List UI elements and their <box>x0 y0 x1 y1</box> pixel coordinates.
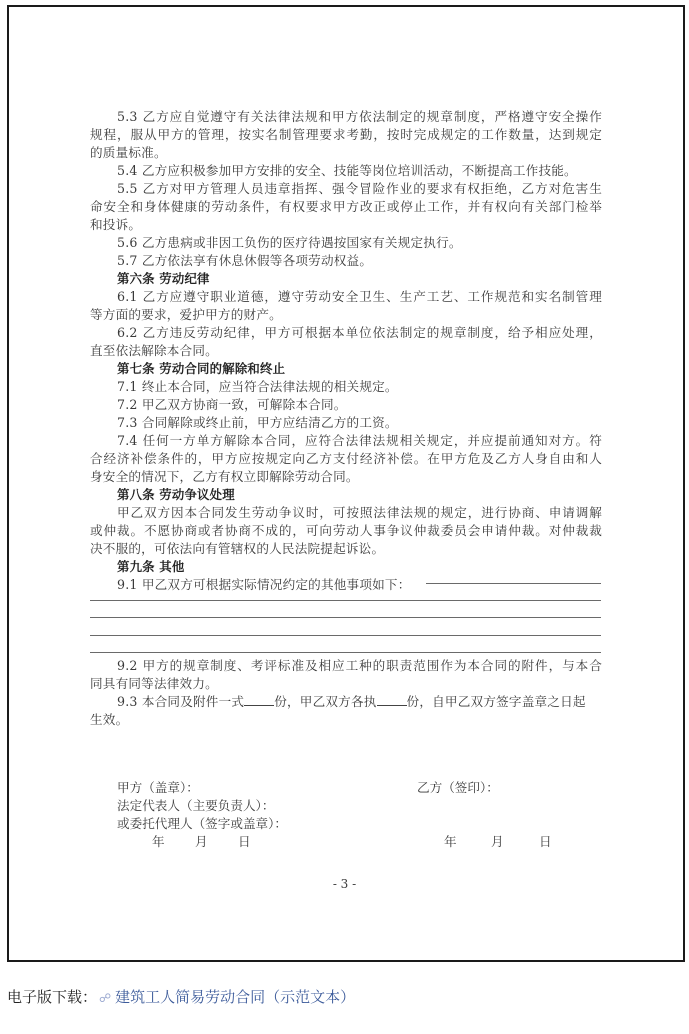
article-8-line-2: 或仲裁。不愿协商或者协商不成的，可向劳动人事争议仲裁委员会申请仲裁。对仲裁裁 <box>90 523 602 538</box>
article-9-heading: 第九条 其他 <box>117 559 185 574</box>
clause-5-7: 5.7 乙方依法享有休息休假等各项劳动权益。 <box>117 253 373 268</box>
article-7-heading: 第七条 劳动合同的解除和终止 <box>117 361 286 376</box>
clause-5-3-line-1: 5.3 乙方应自觉遵守有关法律法规和甲方依法制定的规章制度，严格遵守安全操作 <box>117 109 602 124</box>
clause-9-3-text-a: 9.3 本合同及附件一式 <box>117 694 245 709</box>
blank-line <box>90 635 601 636</box>
clause-6-1-line-2: 等方面的要求，爱护甲方的财产。 <box>90 307 282 322</box>
clause-7-2: 7.2 甲乙双方协商一致，可解除本合同。 <box>117 397 347 412</box>
clause-9-3-text-b: 份，甲乙双方各执 <box>274 694 377 709</box>
clause-6-1-line-1: 6.1 乙方应遵守职业道德，遵守劳动安全卫生、生产工艺、工作规范和实名制管理 <box>117 289 602 304</box>
download-label: 电子版下载： <box>7 988 98 1006</box>
clause-5-4: 5.4 乙方应积极参加甲方安排的安全、技能等岗位培训活动，不断提高工作技能。 <box>117 163 577 178</box>
each-copies-blank <box>377 693 407 706</box>
blank-line <box>90 617 601 618</box>
clause-9-3-line-1 <box>117 693 602 711</box>
clause-7-4-line-3: 身安全的情况下，乙方有权立即解除劳动合同。 <box>90 469 359 484</box>
party-a-month: 月 <box>195 834 208 849</box>
download-footer <box>7 986 355 1007</box>
clause-6-2-line-2: 直至依法解除本合同。 <box>90 343 218 358</box>
clause-9-2-line-1: 9.2 甲方的规章制度、考评标准及相应工种的职责范围作为本合同的附件，与本合 <box>117 658 602 673</box>
clause-6-2-line-1: 6.2 乙方违反劳动纪律，甲方可根据本单位依法制定的规章制度，给予相应处理， <box>117 325 602 340</box>
party-b-sign-label: 乙方（签印）： <box>417 780 499 795</box>
article-6-heading: 第六条 劳动纪律 <box>117 271 210 286</box>
clause-9-1: 9.1 甲乙双方可根据实际情况约定的其他事项如下： <box>117 577 411 592</box>
clause-9-2-line-2: 同具有同等法律效力。 <box>90 676 218 691</box>
blank-line <box>426 583 601 584</box>
clause-7-4-line-1: 7.4 任何一方单方解除本合同，应符合法律法规相关规定，并应提前通知对方。符 <box>117 433 602 448</box>
clause-5-5-line-2: 命安全和身体健康的劳动条件，有权要求甲方改正或停止工作，并有权向有关部门检举 <box>90 199 602 214</box>
clause-7-4-line-2: 合经济补偿条件的，甲方应按规定向乙方支付经济补偿。在甲方危及乙方人身自由和人 <box>90 451 602 466</box>
party-a-day: 日 <box>238 834 251 849</box>
party-b-year: 年 <box>444 834 457 849</box>
article-8-line-1: 甲乙双方因本合同发生劳动争议时，可按照法律法规的规定，进行协商、申请调解 <box>117 505 602 520</box>
clause-7-1: 7.1 终止本合同，应当符合法律法规的相关规定。 <box>117 379 398 394</box>
legal-rep-label: 法定代表人（主要负责人）： <box>117 798 275 813</box>
clause-5-3-line-2: 规程，服从甲方的管理，按实名制管理要求考勤，按时完成规定的工作数量，达到规定 <box>90 127 602 142</box>
clause-7-3: 7.3 合同解除或终止前，甲方应结清乙方的工资。 <box>117 415 398 430</box>
party-a-seal-label: 甲方（盖章）： <box>117 780 199 795</box>
page-number: - 3 - <box>332 877 357 891</box>
download-link[interactable]: 建筑工人简易劳动合同（示范文本） <box>115 988 356 1006</box>
article-8-line-3: 决不服的，可依法向有管辖权的人民法院提起诉讼。 <box>90 541 385 556</box>
link-icon: ☍ <box>99 991 112 1005</box>
party-b-month: 月 <box>491 834 504 849</box>
agent-label: 或委托代理人（签字或盖章）： <box>117 816 288 831</box>
clause-9-3-text-c: 份，自甲乙双方签字盖章之日起 <box>406 694 586 709</box>
clause-5-5-line-3: 和投诉。 <box>90 217 142 232</box>
blank-line <box>90 652 601 653</box>
clause-5-5-line-1: 5.5 乙方对甲方管理人员违章指挥、强令冒险作业的要求有权拒绝，乙方对危害生 <box>117 181 602 196</box>
copies-blank <box>244 693 274 706</box>
party-b-day: 日 <box>539 834 552 849</box>
blank-line <box>90 600 601 601</box>
clause-9-3-line-2: 生效。 <box>90 712 129 727</box>
clause-5-6: 5.6 乙方患病或非因工负伤的医疗待遇按国家有关规定执行。 <box>117 235 462 250</box>
clause-5-3-line-3: 的质量标准。 <box>90 145 167 160</box>
party-a-year: 年 <box>152 834 165 849</box>
article-8-heading: 第八条 劳动争议处理 <box>117 487 235 502</box>
